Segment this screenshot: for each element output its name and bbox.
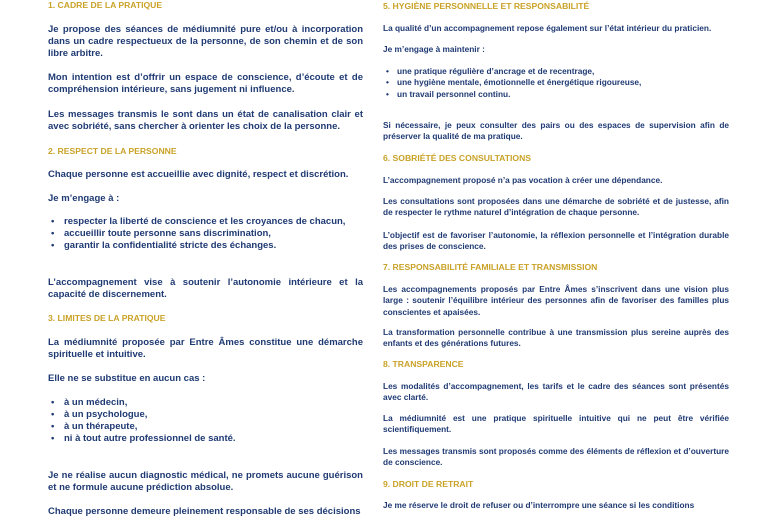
section-title-hygiene: 5. HYGIÈNE PERSONNELLE ET RESPONSABILITÉ <box>383 1 590 11</box>
bullet-icon: • <box>51 240 55 251</box>
section-title-responsabilite-familiale: 7. RESPONSABILITÉ FAMILIALE ET TRANSMISSION <box>383 262 598 272</box>
paragraph: Elle ne se substitue en aucun cas : <box>48 373 206 384</box>
section-title-cadre: 1. CADRE DE LA PRATIQUE <box>48 0 163 10</box>
list-item: • à un thérapeute, <box>51 421 138 432</box>
list-item: • à un médecin, <box>51 397 128 408</box>
bullet-icon: • <box>51 433 55 444</box>
paragraph: Je ne réalise aucun diagnostic médical, ne promets aucune guérison et ne formule aucune prédiction absolue. <box>48 470 363 493</box>
paragraph: Les modalités d’accompagnement, les tarifs et le cadre des séances sont présentés avec clarté. <box>383 381 729 403</box>
paragraph: Les accompagnements proposés par Entre Âmes s’inscrivent dans une vision plus large : soutenir l’équilibre intérieur des personnes afin de favoriser des familles plus conscientes et apaisées. <box>383 284 729 317</box>
paragraph: Je m’engage à : <box>48 193 120 204</box>
bullet-icon: • <box>51 228 55 239</box>
paragraph: Les consultations sont proposées dans une démarche de sobriété et de justesse, afin de respecter le rythme naturel d’intégration de chaque personne. <box>383 196 729 218</box>
paragraph: Les messages transmis le sont dans un état de canalisation clair et avec sobriété, sans chercher à orienter les choix de la personne. <box>48 109 363 132</box>
paragraph: Les messages transmis sont proposés comme des éléments de réflexion et d’ouverture de conscience. <box>383 446 729 468</box>
list-item: • ni à tout autre professionnel de santé. <box>51 433 236 444</box>
section-title-droit-de-retrait: 9. DROIT DE RETRAIT <box>383 479 474 489</box>
bullet-icon: • <box>386 66 389 76</box>
paragraph: La transformation personnelle contribue à une transmission plus sereine auprès des enfants et des générations futures. <box>383 327 729 349</box>
bullet-icon: • <box>386 77 389 88</box>
paragraph: Mon intention est d’offrir un espace de conscience, d’écoute et de compréhension intérieure, sans jugement ni influence. <box>48 72 363 95</box>
list-item: • une pratique régulière d’ancrage et de recentrage, <box>386 66 595 76</box>
paragraph: Je propose des séances de médiumnité pure et/ou à incorporation dans un cadre respectueux de la personne, de son chemin et de son libre arbitre. <box>48 24 363 59</box>
list-item: • un travail personnel continu. <box>386 88 511 99</box>
paragraph: La médiumnité est une pratique spirituelle intuitive qui ne peut être vérifiée scientifiquement. <box>383 413 729 435</box>
bullet-icon: • <box>51 216 55 227</box>
list-item: • une hygiène mentale, émotionnelle et énergétique rigoureuse, <box>386 77 642 88</box>
paragraph: La qualité d’un accompagnement repose également sur l’état intérieur du praticien. <box>383 23 712 33</box>
paragraph: Chaque personne demeure pleinement responsable de ses décisions <box>48 506 361 517</box>
paragraph: Je me réserve le droit de refuser ou d’interrompre une séance si les conditions <box>383 500 695 510</box>
paragraph: La médiumnité proposée par Entre Âmes constitue une démarche spirituelle et intuitive. <box>48 337 363 360</box>
paragraph: Je m’engage à maintenir : <box>383 44 485 54</box>
list-item: • à un psychologue, <box>51 409 148 420</box>
bullet-icon: • <box>51 421 55 432</box>
list-item: • respecter la liberté de conscience et les croyances de chacun, <box>51 216 346 227</box>
bullet-list <box>48 397 236 445</box>
paragraph: L’accompagnement proposé n’a pas vocation à créer une dépendance. <box>383 175 663 185</box>
bullet-icon: • <box>51 409 55 420</box>
paragraph: L’objectif est de favoriser l’autonomie, la réflexion personnelle et l’intégration durable des prises de conscience. <box>383 230 729 252</box>
section-title-sobriete: 6. SOBRIÉTÉ DES CONSULTATIONS <box>383 153 532 163</box>
list-item: • accueillir toute personne sans discrimination, <box>51 228 271 239</box>
section-title-transparence: 8. TRANSPARENCE <box>383 359 464 369</box>
paragraph: Si nécessaire, je peux consulter des pairs ou des espaces de supervision afin de préserver la qualité de ma pratique. <box>383 120 729 142</box>
section-title-limites: 3. LIMITES DE LA PRATIQUE <box>48 313 166 323</box>
paragraph: Chaque personne est accueillie avec dignité, respect et discrétion. <box>48 169 349 180</box>
bullet-icon: • <box>51 397 55 408</box>
list-item: • garantir la confidentialité stricte des échanges. <box>51 240 277 251</box>
bullet-icon: • <box>386 88 389 99</box>
section-title-respect: 2. RESPECT DE LA PERSONNE <box>48 146 177 156</box>
bullet-list <box>48 216 345 252</box>
bullet-list <box>383 66 641 100</box>
paragraph: L’accompagnement vise à soutenir l’autonomie intérieure et la capacité de discernement. <box>48 277 363 300</box>
